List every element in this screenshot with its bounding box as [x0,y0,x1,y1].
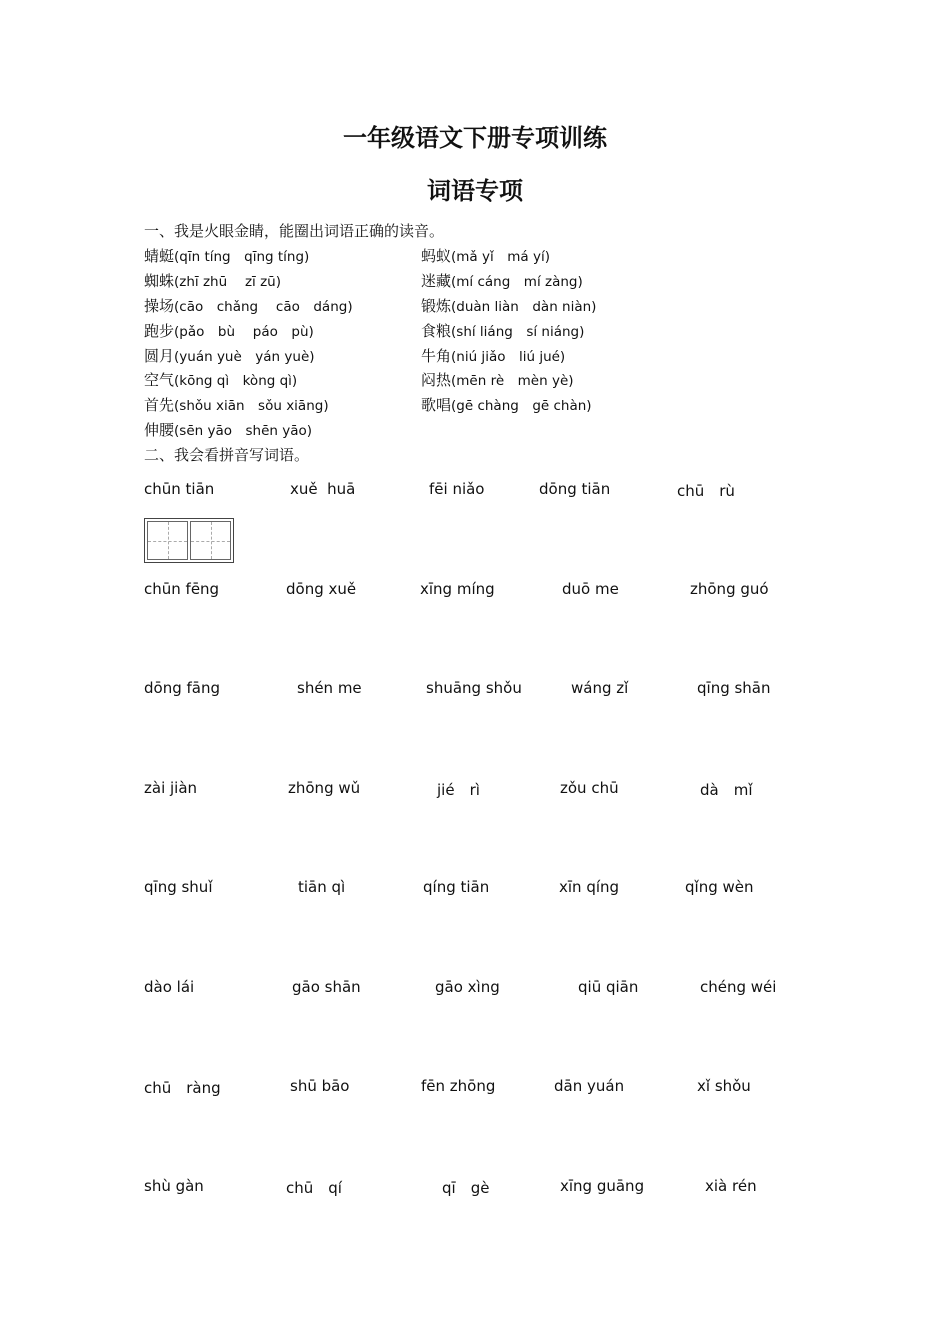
section2-heading: 二、我会看拼音写词语。 [144,446,310,464]
pronunciation-item [144,321,353,346]
word: 空气 [144,371,175,390]
pronunciation-item [144,420,353,445]
word: 牛角 [421,346,452,365]
pinyin-prompt: xǐ shǒu [697,1077,751,1095]
pinyin-prompt: qiū qiān [578,978,639,996]
pinyin-prompt: dōng fāng [144,679,220,697]
pinyin-options[interactable]: (zhī zhū zī zū) [174,273,281,290]
pinyin-prompt: dào lái [144,978,195,996]
pronunciation-item [144,271,353,296]
pinyin-options[interactable]: (sēn yāo shēn yāo) [174,423,313,440]
pinyin-row [0,1077,950,1097]
pinyin-prompt: gāo xìng [435,978,500,996]
pronunciation-item [421,296,596,321]
pinyin-options[interactable]: (mēn rè mèn yè) [451,373,574,390]
pinyin-prompt: gāo shān [292,978,361,996]
pronunciation-column-left [144,246,353,445]
pronunciation-item [421,395,596,420]
pronunciation-item [421,321,596,346]
word: 蚂蚁 [421,247,452,265]
pinyin-prompt: dà mǐ [700,781,753,799]
pronunciation-item [144,246,353,271]
pinyin-prompt: dōng tiān [539,480,611,498]
writing-grid[interactable] [144,518,234,563]
word: 歌唱 [421,396,452,415]
pinyin-prompt: xīng guāng [560,1177,645,1195]
pinyin-options[interactable]: (shǒu xiān sǒu xiāng) [174,398,329,415]
pinyin-prompt: qǐng wèn [685,878,754,896]
pinyin-options[interactable]: (duàn liàn dàn niàn) [451,298,597,315]
pinyin-prompt: chéng wéi [700,978,777,996]
pinyin-prompt: xuě huā [290,480,356,498]
writing-cell[interactable] [147,521,188,560]
pinyin-prompt: zhōng wǔ [288,779,361,797]
pinyin-prompt: duō me [562,580,619,598]
pinyin-prompt: dān yuán [554,1077,625,1095]
pinyin-options[interactable]: (mí cáng mí zàng) [451,273,583,290]
pinyin-prompt: chūn fēng [144,580,220,598]
pinyin-prompt: chū qí [286,1179,342,1197]
word: 迷藏 [421,271,452,290]
pinyin-options[interactable]: (mǎ yǐ má yí) [451,249,550,265]
pronunciation-item [144,370,353,395]
pronunciation-item [421,370,596,395]
pinyin-prompt: shù gàn [144,1177,204,1195]
pinyin-options[interactable]: (niú jiǎo liú jué) [451,348,566,365]
pronunciation-column-right [421,246,596,420]
pinyin-options[interactable]: (cāo chǎng cāo dáng) [174,298,353,315]
section1-heading: 一、我是火眼金睛，能圈出词语正确的读音。 [144,222,445,240]
pinyin-prompt: shū bāo [290,1077,350,1095]
pinyin-prompt: tiān qì [298,878,346,896]
pinyin-row [0,1177,950,1197]
word: 蜻蜓 [144,247,175,265]
word: 跑步 [144,321,175,340]
pronunciation-item [144,346,353,371]
pinyin-prompt: chū rù [677,482,735,500]
page-subtitle: 词语专项 [427,176,523,205]
pinyin-prompt: qīng shuǐ [144,878,213,896]
pinyin-prompt: qíng tiān [423,878,490,896]
pronunciation-item [421,271,596,296]
pinyin-prompt: fēn zhōng [421,1077,496,1095]
pinyin-prompt: xīng míng [420,580,495,598]
pinyin-prompt: shén me [297,679,362,697]
pinyin-prompt: jié rì [437,781,480,799]
pinyin-prompt: chū ràng [144,1079,221,1097]
word: 闷热 [421,371,452,390]
word: 圆月 [144,346,175,365]
pinyin-options[interactable]: (kōng qì kòng qì) [174,373,298,390]
pinyin-row [0,480,950,500]
pinyin-row [0,779,950,799]
pinyin-options[interactable]: (yuán yuè yán yuè) [174,348,315,365]
pinyin-options[interactable]: (gē chàng gē chàn) [451,398,592,415]
pinyin-options[interactable]: (pǎo bù páo pù) [174,323,314,340]
pinyin-prompt: zǒu chū [560,779,619,797]
word: 伸腰 [144,421,175,440]
word: 蜘蛛 [144,271,175,290]
pinyin-row [0,679,950,699]
pinyin-prompt: shuāng shǒu [426,679,522,697]
pronunciation-item [421,346,596,371]
pinyin-prompt: wáng zǐ [571,679,629,697]
pinyin-row [0,580,950,600]
pinyin-prompt: zhōng guó [690,580,769,598]
pinyin-options[interactable]: (qīn tíng qīng tíng) [174,249,310,265]
pinyin-prompt: chūn tiān [144,480,215,498]
pinyin-prompt: xià rén [705,1177,757,1195]
pinyin-prompt: qīng shān [697,679,771,697]
word: 锻炼 [421,296,452,315]
pinyin-prompt: qī gè [442,1179,490,1197]
word: 操场 [144,296,175,315]
pinyin-options[interactable]: (shí liáng sí niáng) [451,323,585,340]
pinyin-prompt: zài jiàn [144,779,198,797]
pinyin-row [0,978,950,998]
pinyin-prompt: xīn qíng [559,878,620,896]
writing-cell[interactable] [190,521,231,560]
pronunciation-item [144,296,353,321]
pinyin-row [0,878,950,898]
pinyin-prompt: fēi niǎo [429,480,485,498]
word: 首先 [144,396,175,415]
pronunciation-item [421,246,596,271]
page-title: 一年级语文下册专项训练 [343,123,607,152]
pronunciation-item [144,395,353,420]
word: 食粮 [421,321,452,340]
pinyin-prompt: dōng xuě [286,580,357,598]
